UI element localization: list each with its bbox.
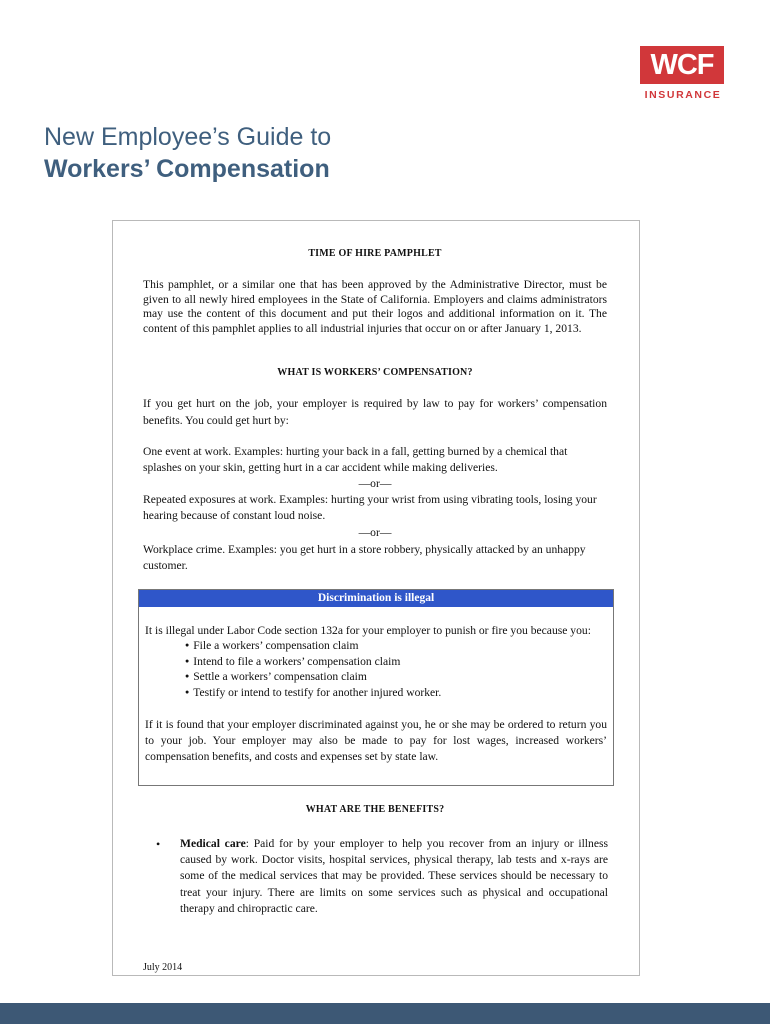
footer-date: July 2014 [143,962,183,973]
pamphlet-intro: This pamphlet, or a similar one that has been approved by the Administrative Director, must be given to all newly hired employees in the State of California. Employers and claims administrators may use the content of this document and put their logos and additional information on it. The content of this pamphlet applies to all industrial injuries that occur on or after January 1, 2013. [143,278,607,335]
or-separator: —or— [358,526,392,539]
medical-care-label: Medical care [180,837,246,850]
example-one-event: One event at work. Examples: hurting your back in a fall, getting burned by a chemical that splashes on your skin, getting hurt in a car accident while making deliveries. [143,445,568,474]
example-workplace-crime: Workplace crime. Examples: you get hurt in a store robbery, physically attacked by an unhappy customer. [143,543,586,572]
discrimination-list [145,638,607,700]
bullet-icon: • [156,837,161,851]
discrimination-intro: It is illegal under Labor Code section 132a for your employer to punish or fire you because you: [145,624,591,637]
page-title-line1: New Employee’s Guide to [44,123,332,151]
discrimination-box [138,589,614,786]
or-separator: —or— [358,477,392,490]
logo-subtitle: INSURANCE [644,89,722,101]
what-heading: WHAT IS WORKERS’ COMPENSATION? [277,367,473,378]
list-item: ● Intend to file a workers’ compensation claim [185,654,607,669]
medical-care-text: : Paid for by your employer to help you recover from an injury or illness caused by work. Doctor visits, hospital services, physical therapy, lab tests and x-rays are some of the medical services that may be provided. These services should be necessary to treat your injury. There are limits on some services such as physical and occupational therapy and chiropractic care. [180,837,608,915]
discrimination-body [139,607,613,765]
logo-mark: WCF [640,46,724,84]
discrimination-header: Discrimination is illegal [139,590,613,607]
pamphlet-heading: TIME OF HIRE PAMPHLET [308,248,442,259]
wcf-logo [640,46,726,101]
list-item: ● Settle a workers’ compensation claim [185,669,607,684]
discrimination-closing: If it is found that your employer discriminated against you, he or she may be ordered to return you to your job. Your employer may also be made to pay for lost wages, increased workers’ compensation benefits, and costs and expenses set by state law. [145,718,607,764]
benefits-heading: WHAT ARE THE BENEFITS? [305,804,445,815]
what-text: If you get hurt on the job, your employer is required by law to pay for workers’ compensation benefits. You could get hurt by: [143,397,607,427]
benefit-medical-care [156,836,608,917]
list-item: ● Testify or intend to testify for another injured worker. [185,685,607,700]
list-item: ● File a workers’ compensation claim [185,638,607,653]
page-title-line2: Workers’ Compensation [44,155,330,183]
example-repeated-exposures: Repeated exposures at work. Examples: hurting your wrist from using vibrating tools, losing your hearing because of constant loud noise. [143,493,597,522]
bottom-bar [0,1003,770,1024]
